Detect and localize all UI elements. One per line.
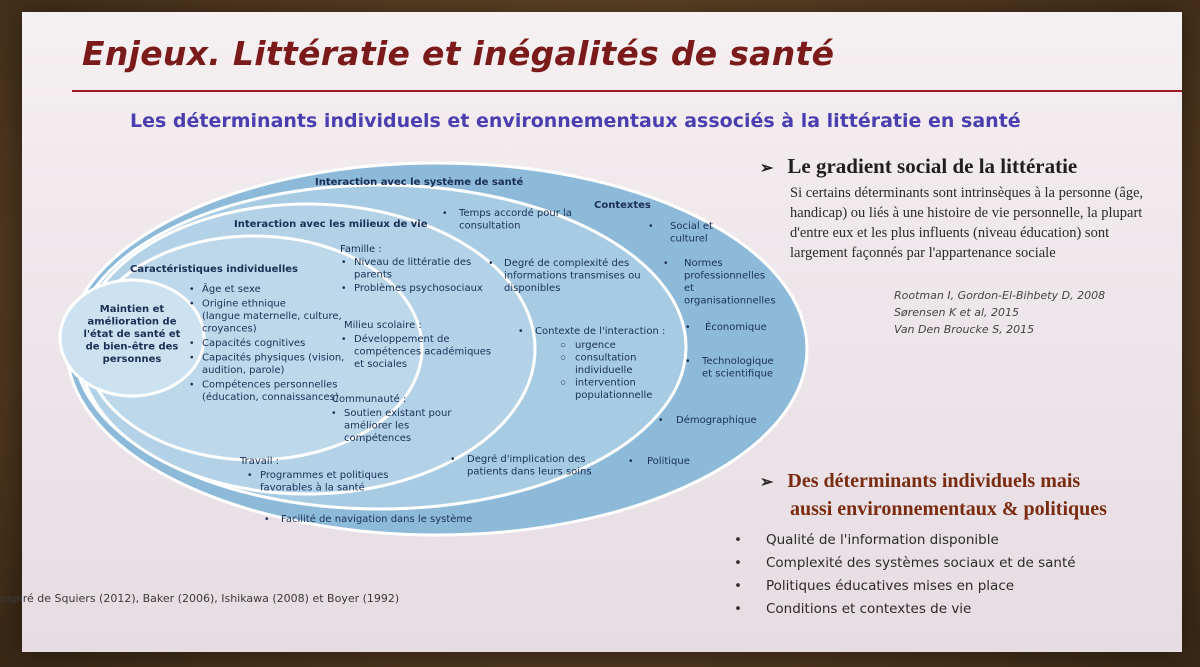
policy-heading (760, 468, 1107, 523)
individual-item: Compétences personnelles (éducation, connaissances) (202, 379, 339, 403)
contextes-item: Économique (705, 322, 767, 333)
arrow-bullet-icon: ➢ (760, 474, 774, 491)
interaction-subitem: consultation individuelle (575, 352, 637, 376)
bullet-icon: • (519, 326, 523, 337)
ring-contextes-heading: Contextes (594, 200, 651, 211)
sub-bullet-icon: ○ (560, 340, 567, 351)
core-label: Maintien et amélioration de l'état de santé et de bien-être des personnes (83, 304, 181, 365)
slide-title: Enjeux. Littératie et inégalités de santé (82, 34, 835, 73)
individual-item: Capacités physiques (vision, audition, parole) (202, 352, 345, 376)
bullet-icon: • (629, 456, 633, 467)
bullet-icon: • (664, 258, 668, 269)
bullet-icon: • (489, 258, 493, 269)
policy-item: • Complexité des systèmes sociaux et de santé (734, 552, 1076, 575)
systeme-item: Contexte de l'interaction : (535, 326, 666, 337)
gradient-heading-text: Le gradient social de la littératie (787, 154, 1078, 178)
systeme-item: Degré d'implication des patients dans leurs soins (467, 454, 592, 478)
communaute-item: Soutien existant pour améliorer les compétences (344, 408, 452, 444)
bullet-icon: • (686, 356, 690, 367)
bullet-icon: • (342, 283, 346, 294)
travail-item: Programmes et politiques favorables à la santé (260, 470, 389, 494)
bullet-icon: • (659, 415, 663, 426)
communaute-heading: Communauté : (332, 394, 407, 405)
contextes-item: Démographique (676, 415, 757, 426)
bullet-icon: • (190, 338, 194, 349)
individual-item: Origine ethnique (langue maternelle, culture, croyances) (202, 298, 342, 335)
systeme-item: Temps accordé pour la consultation (459, 208, 572, 232)
bullet-icon: • (332, 408, 336, 419)
arrow-bullet-icon: ➢ (760, 160, 774, 177)
ring-individual-heading: Caractéristiques individuelles (130, 264, 298, 275)
ring-milieux-heading: Interaction avec les milieux de vie (234, 219, 428, 230)
policy-list (734, 529, 1076, 621)
ring-systeme-heading: Interaction avec le système de santé (315, 177, 524, 188)
bullet-icon: • (190, 379, 194, 391)
systeme-item: Degré de complexité des informations transmises ou disponibles (504, 258, 641, 294)
bullet-icon: • (342, 334, 346, 345)
contextes-item: Technologique et scientifique (702, 356, 774, 380)
interaction-subitem: intervention populationnelle (575, 377, 653, 401)
bullet-icon: • (451, 454, 455, 465)
bullet-icon: • (342, 257, 346, 268)
reference-item: Rootman I, Gordon-El-Bihbety D, 2008 (894, 289, 1106, 302)
individual-item: Âge et sexe (202, 284, 261, 295)
policy-heading-line2: aussi environnementaux & politiques (790, 498, 1107, 520)
sub-bullet-icon: ○ (560, 352, 567, 364)
bullet-icon: • (190, 298, 194, 310)
slide (0, 12, 1182, 652)
scolaire-heading: Milieu scolaire : (344, 320, 422, 331)
bullet-icon: • (686, 322, 690, 333)
policy-item: • Qualité de l'information disponible (734, 529, 1076, 552)
gradient-heading (760, 154, 1077, 179)
contextes-item: Social et culturel (670, 221, 713, 245)
bullet-icon: • (190, 284, 194, 295)
reference-item: Sørensen K et al, 2015 (894, 306, 1020, 319)
bullet-icon: • (443, 208, 447, 219)
individual-item: Capacités cognitives (202, 338, 306, 349)
bullet-icon: • (190, 352, 194, 364)
policy-item: • Politiques éducatives mises en place (734, 575, 1076, 598)
contextes-item: Normes professionnelles et organisationnelles (684, 258, 776, 307)
policy-item: • Conditions et contextes de vie (734, 598, 1076, 621)
source-citation: nspiré de Squiers (2012), Baker (2006), Ishikawa (2008) et Boyer (1992) (0, 592, 400, 605)
slide-subtitle: Les déterminants individuels et environnementaux associés à la littératie en santé (130, 110, 1021, 132)
policy-heading-line1: Des déterminants individuels mais (787, 470, 1081, 492)
bullet-icon: • (265, 514, 269, 525)
bullet-icon: • (649, 221, 653, 232)
travail-heading: Travail : (240, 456, 280, 467)
famille-heading: Famille : (340, 244, 382, 255)
scolaire-item: Développement de compétences académiques et sociales (354, 334, 492, 370)
interaction-subitem: urgence (575, 340, 616, 351)
gradient-body: Si certains déterminants sont intrinsèques à la personne (âge, handicap) ou liés à une histoire de vie personnelle, la plupart d'entre eux et les plus influents (niveau éducation) sont largement façonnés par l'appartenance sociale (790, 185, 1144, 261)
reference-list (894, 287, 1105, 338)
bullet-icon: • (248, 470, 252, 481)
famille-item: Problèmes psychosociaux (354, 283, 483, 294)
systeme-item: Facilité de navigation dans le système (281, 514, 473, 525)
contextes-item: Politique (647, 456, 690, 467)
famille-item: Niveau de littératie des parents (354, 257, 472, 281)
reference-item: Van Den Broucke S, 2015 (894, 323, 1035, 336)
sub-bullet-icon: ○ (560, 377, 567, 389)
